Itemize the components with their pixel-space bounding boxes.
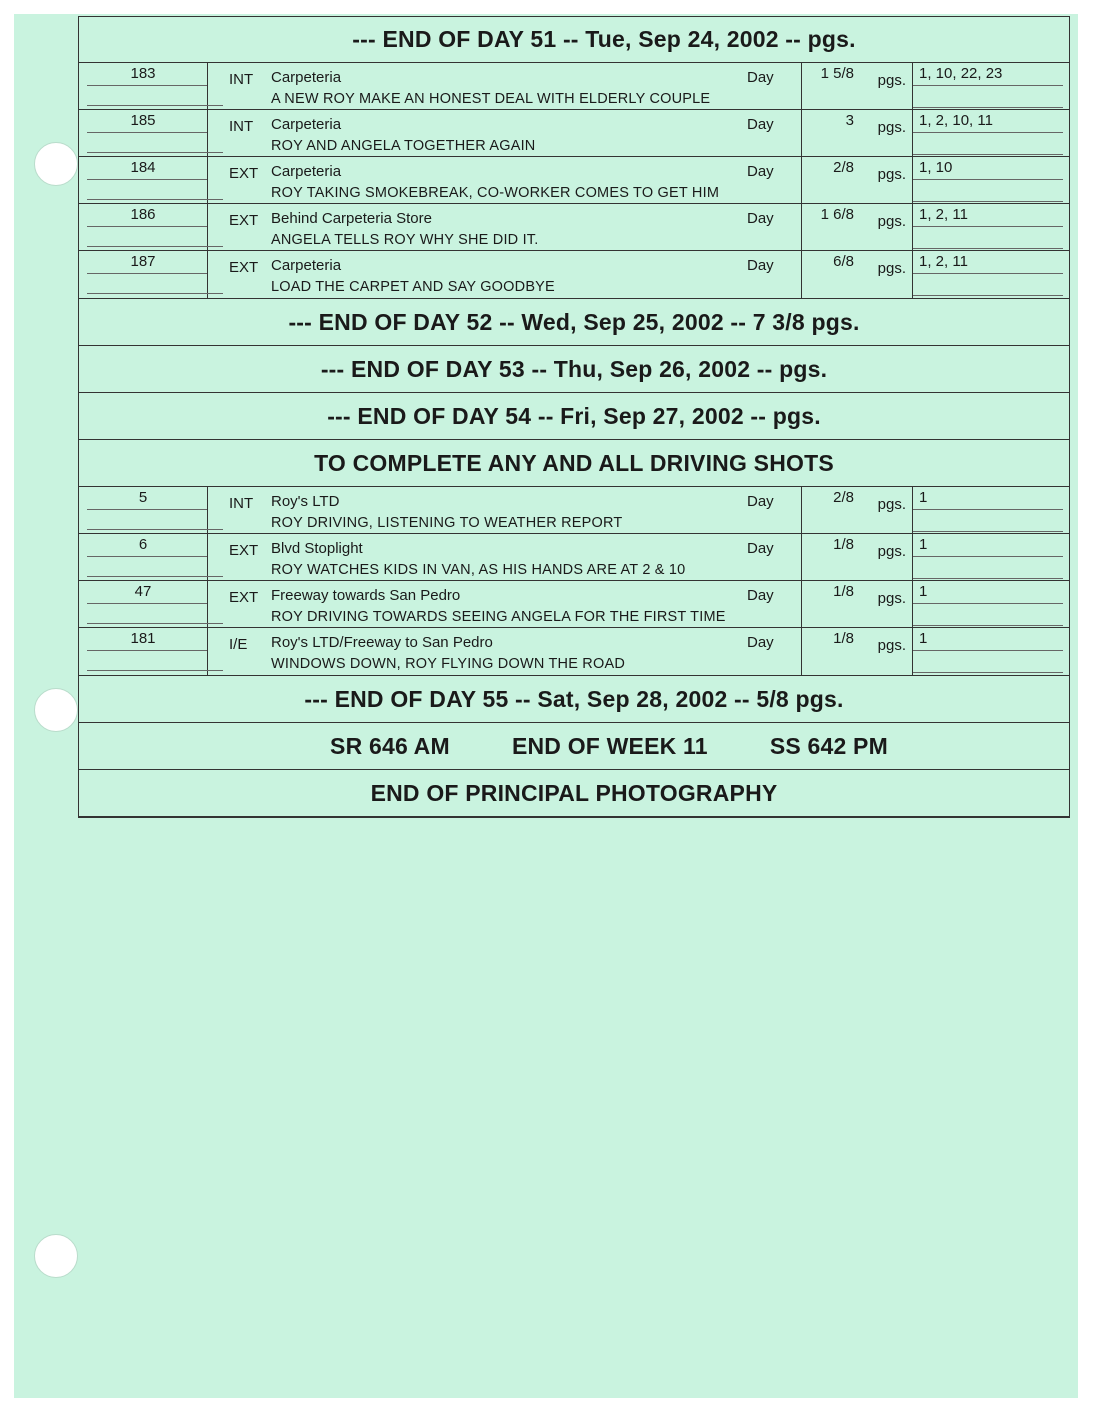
page-count-cell bbox=[801, 63, 913, 109]
stripboard bbox=[78, 16, 1070, 818]
underline bbox=[913, 132, 1063, 133]
pages-unit: pgs. bbox=[877, 72, 906, 89]
end-of-day-52-banner: --- END OF DAY 52 -- Wed, Sep 25, 2002 -- 7 3/8 pgs. bbox=[79, 299, 1069, 346]
underline bbox=[913, 85, 1063, 86]
scene-number: 183 bbox=[130, 65, 156, 82]
scene-number: 6 bbox=[138, 536, 148, 553]
set-name: Blvd Stoplight bbox=[271, 540, 363, 557]
underline bbox=[87, 650, 207, 651]
cast-ids: 1 bbox=[919, 630, 928, 647]
cast-ids-cell bbox=[919, 536, 927, 553]
underline bbox=[87, 670, 223, 671]
underline bbox=[87, 576, 223, 577]
driving-shots-banner: TO COMPLETE ANY AND ALL DRIVING SHOTS bbox=[79, 440, 1069, 487]
scene-strip bbox=[79, 63, 1069, 110]
scene-number: 47 bbox=[134, 583, 152, 600]
cast-ids-cell bbox=[919, 159, 952, 176]
underline bbox=[87, 529, 223, 530]
underline bbox=[913, 248, 1063, 249]
page-count: 2/8 bbox=[833, 159, 854, 176]
underline bbox=[87, 85, 207, 86]
underline bbox=[87, 273, 207, 274]
scene-number-cell bbox=[79, 487, 208, 533]
underline bbox=[87, 603, 207, 604]
scene-strips-day-55 bbox=[79, 487, 1069, 676]
page-count-cell bbox=[801, 110, 913, 156]
int-ext: EXT bbox=[229, 542, 259, 559]
set-name: Freeway towards San Pedro bbox=[271, 587, 461, 604]
page-count-cell bbox=[801, 534, 913, 580]
time-of-day: Day bbox=[747, 69, 774, 86]
cast-ids-cell bbox=[919, 253, 968, 270]
time-of-day: Day bbox=[747, 587, 774, 604]
time-of-day: Day bbox=[747, 493, 774, 510]
page-count-cell bbox=[801, 251, 913, 298]
scene-strip bbox=[79, 487, 1069, 534]
scene-number-cell bbox=[79, 110, 208, 156]
int-ext: EXT bbox=[229, 212, 259, 229]
cast-ids-cell bbox=[919, 206, 968, 223]
cast-ids-cell bbox=[919, 583, 927, 600]
set-name: Roy's LTD bbox=[271, 493, 340, 510]
scene-description: A NEW ROY MAKE AN HONEST DEAL WITH ELDERLY COUPLE bbox=[271, 91, 711, 107]
scene-strips-day-52 bbox=[79, 63, 1069, 299]
underline bbox=[87, 623, 223, 624]
underline bbox=[913, 509, 1063, 510]
end-of-day-51-banner: --- END OF DAY 51 -- Tue, Sep 24, 2002 -- pgs. bbox=[79, 16, 1069, 63]
underline bbox=[913, 672, 1063, 673]
scene-number-cell bbox=[79, 628, 208, 675]
underline bbox=[913, 295, 1063, 296]
cast-ids: 1 bbox=[919, 583, 928, 600]
underline bbox=[913, 531, 1063, 532]
underline bbox=[87, 556, 207, 557]
int-ext: EXT bbox=[229, 165, 259, 182]
underline bbox=[913, 578, 1063, 579]
scene-strip bbox=[79, 251, 1069, 299]
int-ext: INT bbox=[229, 495, 254, 512]
int-ext: INT bbox=[229, 71, 254, 88]
page-count-cell bbox=[801, 487, 913, 533]
underline bbox=[87, 152, 223, 153]
page-count: 2/8 bbox=[833, 489, 854, 506]
page-count-cell bbox=[801, 204, 913, 250]
pages-unit: pgs. bbox=[877, 213, 906, 230]
scene-number-cell bbox=[79, 251, 208, 298]
pages-unit: pgs. bbox=[877, 496, 906, 513]
sunrise-time: SR 646 AM bbox=[330, 732, 450, 759]
underline bbox=[913, 273, 1063, 274]
set-name: Carpeteria bbox=[271, 163, 342, 180]
end-of-principal-photography-banner: END OF PRINCIPAL PHOTOGRAPHY bbox=[79, 770, 1069, 817]
end-of-day-55-banner: --- END OF DAY 55 -- Sat, Sep 28, 2002 -- 5/8 pgs. bbox=[79, 676, 1069, 723]
pages-unit: pgs. bbox=[877, 637, 906, 654]
end-of-week-banner bbox=[79, 723, 1069, 770]
scene-number-cell bbox=[79, 63, 208, 109]
scene-number-cell bbox=[79, 157, 208, 203]
scene-number-cell bbox=[79, 581, 208, 627]
end-of-week-label: END OF WEEK 11 bbox=[511, 732, 708, 759]
cast-ids-cell bbox=[919, 489, 927, 506]
scene-strip bbox=[79, 628, 1069, 676]
cast-ids: 1 bbox=[919, 536, 928, 553]
scene-strip bbox=[79, 204, 1069, 251]
binder-hole bbox=[34, 142, 78, 186]
scene-number-cell bbox=[79, 204, 208, 250]
scene-number: 5 bbox=[138, 489, 148, 506]
scene-description: ROY DRIVING TOWARDS SEEING ANGELA FOR THE FIRST TIME bbox=[271, 609, 726, 625]
cast-ids: 1, 2, 10, 11 bbox=[919, 112, 993, 129]
scene-description: ROY TAKING SMOKEBREAK, CO-WORKER COMES TO GET HIM bbox=[271, 185, 720, 201]
set-name: Behind Carpeteria Store bbox=[271, 210, 432, 227]
underline bbox=[87, 226, 207, 227]
scene-number: 184 bbox=[130, 159, 156, 176]
underline bbox=[87, 132, 207, 133]
page-count: 3 bbox=[845, 112, 854, 129]
page-count: 6/8 bbox=[833, 253, 854, 270]
set-name: Carpeteria bbox=[271, 257, 342, 274]
scene-description: ROY WATCHES KIDS IN VAN, AS HIS HANDS ARE AT 2 & 10 bbox=[271, 562, 686, 578]
set-name: Carpeteria bbox=[271, 69, 342, 86]
page-count: 1/8 bbox=[833, 630, 854, 647]
scene-description: ROY AND ANGELA TOGETHER AGAIN bbox=[271, 138, 536, 154]
binder-hole bbox=[34, 688, 78, 732]
scene-description: ROY DRIVING, LISTENING TO WEATHER REPORT bbox=[271, 515, 623, 531]
underline bbox=[913, 226, 1063, 227]
pages-unit: pgs. bbox=[877, 543, 906, 560]
time-of-day: Day bbox=[747, 257, 774, 274]
pages-unit: pgs. bbox=[877, 590, 906, 607]
cast-ids: 1, 10 bbox=[919, 159, 953, 176]
scene-number: 185 bbox=[130, 112, 156, 129]
page-count: 1/8 bbox=[833, 536, 854, 553]
scene-description: LOAD THE CARPET AND SAY GOODBYE bbox=[271, 279, 555, 295]
cast-ids-cell bbox=[919, 65, 1002, 82]
cast-ids: 1, 10, 22, 23 bbox=[919, 65, 1003, 82]
page-count-cell bbox=[801, 628, 913, 675]
time-of-day: Day bbox=[747, 116, 774, 133]
page-count-cell bbox=[801, 157, 913, 203]
underline bbox=[913, 107, 1063, 108]
cast-ids: 1 bbox=[919, 489, 928, 506]
page-count: 1 6/8 bbox=[820, 206, 854, 223]
scene-number-cell bbox=[79, 534, 208, 580]
underline bbox=[913, 201, 1063, 202]
int-ext: I/E bbox=[229, 636, 248, 653]
cast-ids: 1, 2, 11 bbox=[919, 206, 968, 223]
scene-strip bbox=[79, 534, 1069, 581]
underline bbox=[87, 293, 223, 294]
time-of-day: Day bbox=[747, 210, 774, 227]
int-ext: INT bbox=[229, 118, 254, 135]
int-ext: EXT bbox=[229, 589, 259, 606]
scene-description: WINDOWS DOWN, ROY FLYING DOWN THE ROAD bbox=[271, 656, 625, 672]
scene-strip bbox=[79, 581, 1069, 628]
set-name: Roy's LTD/Freeway to San Pedro bbox=[271, 634, 493, 651]
scene-strip bbox=[79, 157, 1069, 204]
page-count-cell bbox=[801, 581, 913, 627]
end-of-day-54-banner: --- END OF DAY 54 -- Fri, Sep 27, 2002 -- pgs. bbox=[79, 393, 1069, 440]
end-of-day-53-banner: --- END OF DAY 53 -- Thu, Sep 26, 2002 -- pgs. bbox=[79, 346, 1069, 393]
time-of-day: Day bbox=[747, 634, 774, 651]
underline bbox=[913, 179, 1063, 180]
scene-strip bbox=[79, 110, 1069, 157]
page-count: 1 5/8 bbox=[820, 65, 854, 82]
underline bbox=[913, 603, 1063, 604]
underline bbox=[87, 105, 223, 106]
set-name: Carpeteria bbox=[271, 116, 342, 133]
sunset-time: SS 642 PM bbox=[769, 732, 888, 759]
underline bbox=[913, 556, 1063, 557]
scene-description: ANGELA TELLS ROY WHY SHE DID IT. bbox=[271, 232, 539, 248]
time-of-day: Day bbox=[747, 163, 774, 180]
pages-unit: pgs. bbox=[877, 166, 906, 183]
cast-ids-cell bbox=[919, 112, 993, 129]
scene-number: 186 bbox=[130, 206, 156, 223]
pages-unit: pgs. bbox=[877, 119, 906, 136]
underline bbox=[913, 650, 1063, 651]
cast-ids: 1, 2, 11 bbox=[919, 253, 968, 270]
underline bbox=[913, 154, 1063, 155]
page-count: 1/8 bbox=[833, 583, 854, 600]
underline bbox=[87, 199, 223, 200]
time-of-day: Day bbox=[747, 540, 774, 557]
binder-hole bbox=[34, 1234, 78, 1278]
underline bbox=[87, 246, 223, 247]
cast-ids-cell bbox=[919, 630, 927, 647]
scene-number: 187 bbox=[130, 253, 156, 270]
int-ext: EXT bbox=[229, 259, 259, 276]
scene-number: 181 bbox=[130, 630, 156, 647]
underline bbox=[87, 509, 207, 510]
pages-unit: pgs. bbox=[877, 260, 906, 277]
underline bbox=[87, 179, 207, 180]
underline bbox=[913, 625, 1063, 626]
